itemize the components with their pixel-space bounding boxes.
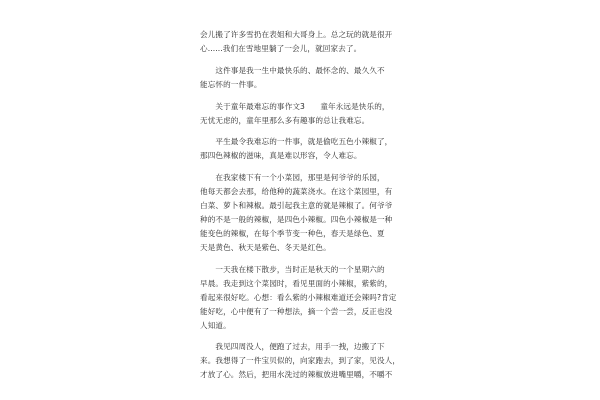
text-line: 那四色辣椒的滋味，真是难以形容，令人难忘。 xyxy=(200,151,362,160)
text-line: 会儿搬了许多雪扔在表姐和大哥身上。总之玩的就是很开 xyxy=(200,30,393,39)
text-line: 无忧无虑的，童年里那么多有趣事的总让我难忘。 xyxy=(200,116,370,125)
text-line: 能好吃，心中便有了一种想法，摘一个尝一尝，反正也没 xyxy=(200,307,393,316)
text-line: 看起来很好吃。心想：看么紫的小辣椒难道还会辣吗?肯定 xyxy=(200,293,397,302)
text-line: 这件事是我一生中最快乐的、最怀念的、最久久不 xyxy=(200,66,385,75)
text-line: 心......我们在雪地里躺了一会儿，就回家去了。 xyxy=(200,44,362,53)
text-line: 才放了心。然后，把用水洗过的辣椒放进嘴里嚼，不嚼不 xyxy=(200,370,393,379)
text-line: 天是黄色、秋天是紫色、冬天是红色。 xyxy=(200,243,331,252)
text-line: 种的不是一般的辣椒，是四色小辣椒。四色小辣椒是一种 xyxy=(200,215,393,224)
text-line: 能忘怀的一件事。 xyxy=(200,80,262,89)
text-line: 来。我想得了一件宝贝似的，向家跑去，到了家，见没人， xyxy=(200,356,401,365)
text-line: 他每天都会去那，给他种的蔬菜浇水。在这个菜园里，有 xyxy=(200,187,393,196)
text-line: 人知道。 xyxy=(200,321,231,330)
text-line: 平生最令我难忘的一件事，就是偷吃五色小辣椒了， xyxy=(200,137,393,146)
text-line: 我见四周没人，便跑了过去，用手一拽，边搬了下 xyxy=(200,342,385,351)
text-line: 关于童年最难忘的事作文3 童年永远是快乐的， xyxy=(200,102,390,111)
text-line: 白菜、萝卜和辣椒。最引起我主意的就是辣椒了。何爷爷 xyxy=(200,201,393,210)
text-line: 在我家楼下有一个小菜园，那里是何爷爷的乐园， xyxy=(200,173,385,182)
text-line: 能变色的辣椒，在每个季节变一种色，春天是绿色、夏 xyxy=(200,229,385,238)
text-line: 早晨。我走到这个菜园时，看见里面的小辣椒，紫紫的， xyxy=(200,279,393,288)
text-line: 一天我在楼下散步，当时正是秋天的一个星期六的 xyxy=(200,265,385,274)
